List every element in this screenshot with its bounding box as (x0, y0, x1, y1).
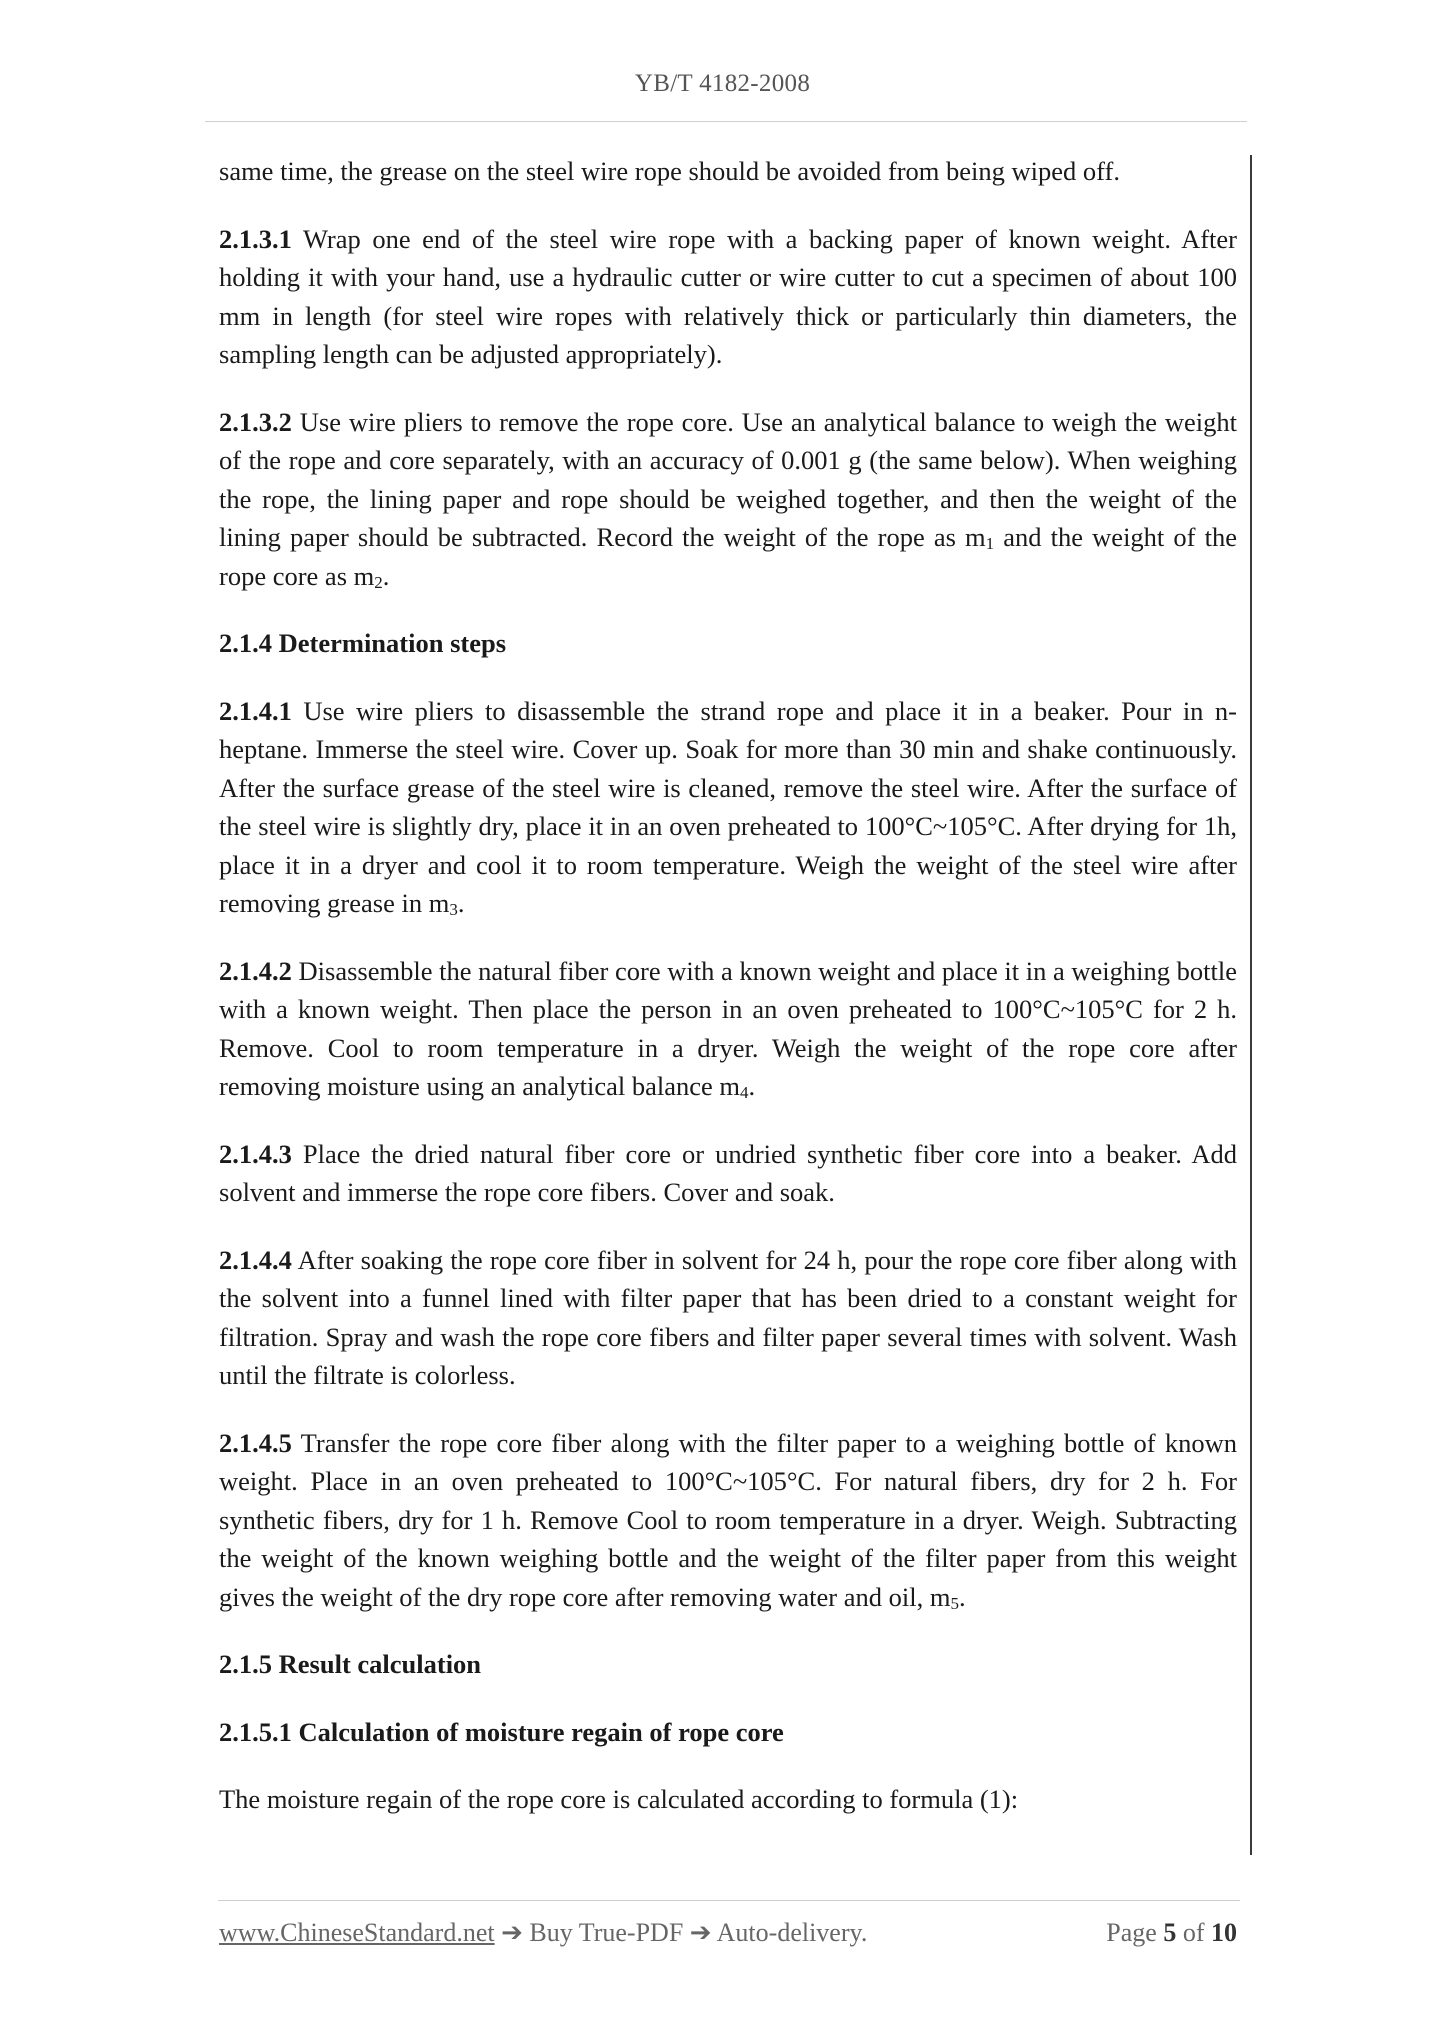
clause-number: 2.1.4.4 (219, 1244, 292, 1275)
subscript: 3 (449, 900, 458, 919)
document-body (219, 152, 1237, 1848)
site-link[interactable]: www.ChineseStandard.net (219, 1918, 495, 1947)
section-heading-moisture-regain: 2.1.5.1 Calculation of moisture regain of rope core (219, 1716, 784, 1747)
subscript: 2 (374, 572, 383, 592)
clause-number: 2.1.4.5 (219, 1427, 292, 1458)
clause-2-1-4-1: 2.1.4.1 Use wire pliers to disassemble the strand rope and place it in a beaker. Pour in n-heptane. Immerse the steel wire. Cover up. Soak for more than 30 min and shake continuously. After the surface grease of the steel wire is cleaned, remove the steel wire. After the surface of the steel wire is slightly dry, place it in an oven preheated to 100°C~105°C. After drying for 1h, place it in a dryer and cool it to room temperature. Weigh the weight of the steel wire after removing grease in $m_3$. (219, 695, 1237, 919)
page-footer (219, 1918, 1237, 1954)
clause-text: Place the dried natural fiber core or undried synthetic fiber core into a beaker. Add solvent and immerse the rope core fibers. Cover and soak. (219, 1138, 1237, 1207)
clause-2-1-4-3 (219, 1135, 1237, 1212)
footer-divider (218, 1900, 1240, 1901)
header-standard-code: YB/T 4182-2008 (634, 70, 811, 97)
clause-text: After soaking the rope core fiber in solvent for 24 h, pour the rope core fiber along with the solvent into a funnel lined with filter paper that has been dried to a constant weight for filtration. Spray and wash the rope core fibers and filter paper several times with solvent. Wash until the filtrate is colorless. (219, 1244, 1237, 1390)
page-number: Page 5 of 10 (1106, 1918, 1237, 1947)
clause-number: 2.1.3.2 (219, 406, 292, 437)
clause-text-mid: and the weight of the rope core as m (219, 522, 1237, 591)
section-heading-result-calculation: 2.1.5 Result calculation (219, 1649, 482, 1679)
total-pages: 10 (1211, 1918, 1237, 1947)
right-margin-rule (1250, 155, 1252, 1855)
clause-text: Use wire pliers to disassemble the strand rope and place it in a beaker. Pour in n-heptane. Immerse the steel wire. Cover up. Soak for more than 30 min and shake continuously. After the surface grease of the steel wire is cleaned, remove the steel wire. After the surface of the steel wire is slightly dry, place it in an oven preheated to 100°C~105°C. After drying for 1h, place it in a dryer and cool it to room temperature. Weigh the weight of the steel wire after removing grease in m (219, 695, 1237, 918)
auto-delivery-text: Auto-delivery. (711, 1918, 868, 1947)
subscript: 1 (985, 534, 995, 553)
arrow-right-icon: ➔ (501, 1918, 523, 1947)
formula-intro: The moisture regain of the rope core is calculated according to formula (1): (219, 1784, 1019, 1814)
clause-2-1-3-1 (219, 220, 1237, 374)
clause-number: 2.1.4.3 (219, 1138, 292, 1169)
clause-number: 2.1.4.1 (219, 695, 292, 726)
buy-true-pdf-text: Buy True-PDF (522, 1918, 690, 1947)
subscript: 4 (740, 1083, 749, 1102)
clause-text: Transfer the rope core fiber along with the filter paper to a weighing bottle of known weight. Place in an oven preheated to 100°C~105°C. For natural fibers, dry for 2 h. For synthetic fibers, dry for 1 h. Remove Cool to room temperature in a dryer. Weigh. Subtracting the weight of the known weighing bottle and the weight of the filter paper from this weight gives the weight of the dry rope core after removing water and oil, m (219, 1427, 1237, 1612)
clause-number: 2.1.3.1 (219, 223, 292, 254)
clause-2-1-4-5: 2.1.4.5 Transfer the rope core fiber along with the filter paper to a weighing bottle of known weight. Place in an oven preheated to 100°C~105°C. For natural fibers, dry for 2 h. For synthetic fibers, dry for 1 h. Remove Cool to room temperature in a dryer. Weigh. Subtracting the weight of the known weighing bottle and the weight of the filter paper from this weight gives the weight of the dry rope core after removing water and oil, $m_5$. (219, 1427, 1237, 1613)
arrow-right-icon: ➔ (689, 1918, 712, 1947)
clause-text: Use wire pliers to remove the rope core. Use an analytical balance to weigh the weight of the rope and core separately, with an accuracy of 0.001 g (the same below). When weighing the rope, the lining paper and rope should be weighed together, and then the weight of the lining paper should be subtracted. Record the weight of the rope as m (219, 406, 1237, 552)
paragraph-continuation: same time, the grease on the steel wire rope should be avoided from being wiped off. (219, 156, 1120, 186)
current-page: 5 (1163, 1918, 1177, 1947)
clause-text: Disassemble the natural fiber core with a known weight and place it in a weighing bottle with a known weight. Then place the person in an oven preheated to 100°C~105°C for 2 h. Remove. Cool to room temperature in a dryer. Weigh the weight of the rope core after removing moisture using an analytical balance m (219, 955, 1237, 1101)
subscript: 5 (950, 1593, 959, 1613)
clause-2-1-4-4 (219, 1241, 1237, 1395)
clause-number: 2.1.4.2 (219, 955, 292, 986)
header-divider (205, 121, 1247, 122)
clause-2-1-3-2: 2.1.3.2 Use wire pliers to remove the rope core. Use an analytical balance to weigh the weight of the rope and core separately, with an accuracy of 0.001 g (the same below). When weighing the rope, the lining paper and rope should be weighed together, and then the weight of the lining paper should be subtracted. Record the weight of the rope as $m_1$ and the weight of the rope core as $m_2$. (219, 406, 1237, 592)
section-heading-determination-steps: 2.1.4 Determination steps (219, 628, 507, 658)
footer-promo (219, 1918, 867, 1948)
clause-2-1-4-2: 2.1.4.2 Disassemble the natural fiber core with a known weight and place it in a weighing bottle with a known weight. Then place the person in an oven preheated to 100°C~105°C for 2 h. Remove. Cool to room temperature in a dryer. Weigh the weight of the rope core after removing moisture using an analytical balance $m_4$. (219, 955, 1237, 1102)
clause-text: Wrap one end of the steel wire rope with a backing paper of known weight. After holding it with your hand, use a hydraulic cutter or wire cutter to cut a specimen of about 100 mm in length (for steel wire ropes with relatively thick or particularly thin diameters, the sampling length can be adjusted appropriately). (219, 223, 1237, 369)
